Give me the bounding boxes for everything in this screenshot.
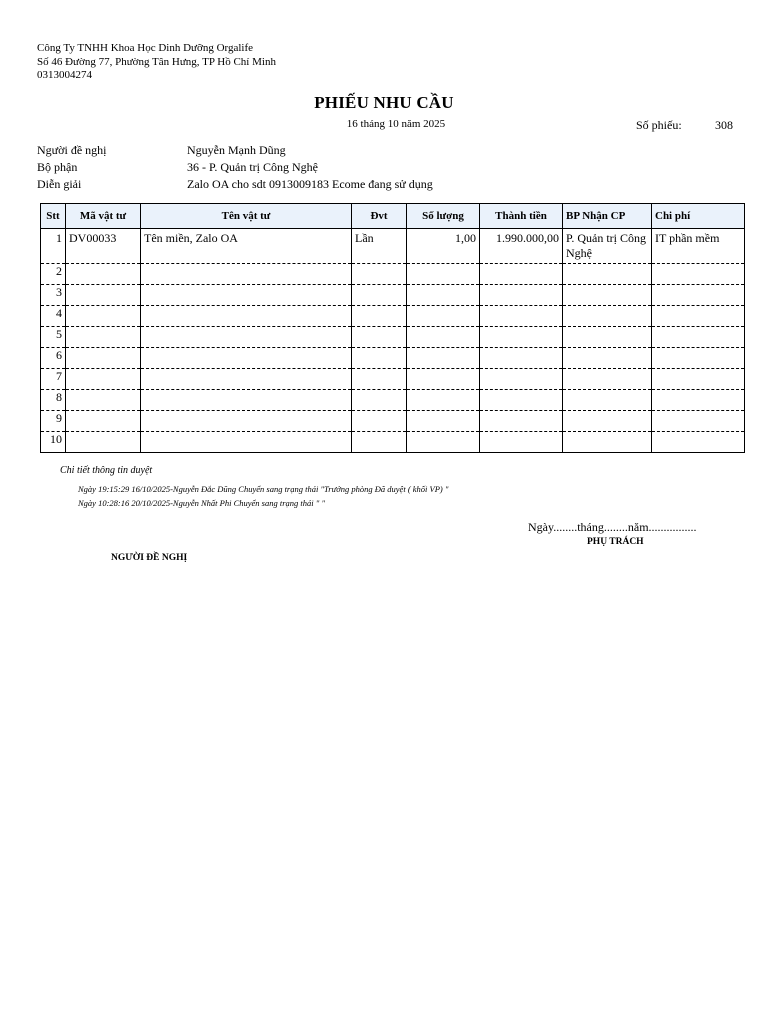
header-cost-department: BP Nhận CP: [563, 204, 652, 229]
company-name: Công Ty TNHH Khoa Học Dinh Dưỡng Orgalife: [37, 42, 254, 54]
row-stt: 6: [41, 348, 66, 369]
row-cost-type: [652, 369, 745, 390]
row-item-code: [66, 411, 141, 432]
requester-value: Nguyễn Mạnh Dũng: [187, 143, 286, 157]
row-cost-type: [652, 348, 745, 369]
description-label: Diễn giải: [37, 177, 82, 191]
row-item-code: [66, 264, 141, 285]
row-amount: [480, 285, 563, 306]
row-item-name: [141, 348, 352, 369]
row-item-name: [141, 432, 352, 453]
department-value: 36 - P. Quản trị Công Nghệ: [187, 160, 318, 174]
document-number-label: Số phiếu:: [636, 118, 682, 132]
row-amount: [480, 390, 563, 411]
row-unit: [352, 411, 407, 432]
header-cost-type: Chi phí: [652, 204, 745, 229]
row-stt: 7: [41, 369, 66, 390]
approval-line-1: Ngày 19:15:29 16/10/2025-Nguyễn Đắc Dũng Chuyển sang trạng thái "Trưởng phòng Đã duyệt ( khối VP) ": [78, 484, 449, 494]
row-item-name: [141, 390, 352, 411]
row-quantity: [407, 411, 480, 432]
table-row: [41, 411, 745, 432]
row-unit: [352, 432, 407, 453]
table-row: [41, 390, 745, 411]
row-cost-type: [652, 411, 745, 432]
row-amount: 1.990.000,00: [480, 229, 563, 264]
row-cost-department: [563, 390, 652, 411]
row-quantity: [407, 369, 480, 390]
row-cost-department: [563, 411, 652, 432]
row-amount: [480, 306, 563, 327]
row-cost-type: [652, 285, 745, 306]
approval-heading: Chi tiết thông tin duyệt: [60, 465, 153, 476]
row-item-code: [66, 348, 141, 369]
table-row: [41, 327, 745, 348]
header-quantity: Số lượng: [407, 204, 480, 229]
row-quantity: [407, 432, 480, 453]
row-stt: 5: [41, 327, 66, 348]
row-cost-department: [563, 348, 652, 369]
row-item-name: [141, 306, 352, 327]
row-item-code: [66, 327, 141, 348]
row-item-name: [141, 411, 352, 432]
row-cost-department: [563, 285, 652, 306]
row-item-name: [141, 327, 352, 348]
row-quantity: [407, 327, 480, 348]
row-quantity: [407, 306, 480, 327]
row-stt: 4: [41, 306, 66, 327]
row-cost-type: IT phần mềm: [652, 229, 745, 264]
signature-responsible: PHỤ TRÁCH: [587, 537, 644, 547]
row-unit: [352, 285, 407, 306]
row-amount: [480, 348, 563, 369]
row-item-name: [141, 369, 352, 390]
row-stt: 1: [41, 229, 66, 264]
row-unit: [352, 348, 407, 369]
row-cost-type: [652, 306, 745, 327]
header-unit: Đvt: [352, 204, 407, 229]
company-address: Số 46 Đường 77, Phường Tân Hưng, TP Hồ Chí Minh: [37, 56, 276, 68]
row-quantity: 1,00: [407, 229, 480, 264]
table-row: [41, 264, 745, 285]
department-label: Bộ phận: [37, 160, 78, 174]
row-item-name: [141, 264, 352, 285]
row-stt: 3: [41, 285, 66, 306]
row-item-code: [66, 432, 141, 453]
header-stt: Stt: [41, 204, 66, 229]
row-cost-type: [652, 264, 745, 285]
header-amount: Thành tiền: [480, 204, 563, 229]
row-cost-type: [652, 327, 745, 348]
row-amount: [480, 411, 563, 432]
row-cost-department: [563, 432, 652, 453]
row-amount: [480, 369, 563, 390]
row-unit: [352, 327, 407, 348]
row-unit: [352, 264, 407, 285]
table-row: [41, 306, 745, 327]
row-item-name: [141, 285, 352, 306]
row-stt: 9: [41, 411, 66, 432]
row-unit: [352, 390, 407, 411]
row-cost-type: [652, 390, 745, 411]
row-cost-department: P. Quản trị Công Nghệ: [563, 229, 652, 264]
table-header-row: [41, 204, 745, 229]
row-cost-department: [563, 327, 652, 348]
document-number: 308: [715, 118, 733, 132]
items-table: [40, 203, 745, 453]
approval-line-2: Ngày 10:28:16 20/10/2025-Nguyễn Nhất Phi Chuyển sang trạng thái " ": [78, 498, 326, 508]
row-item-code: DV00033: [66, 229, 141, 264]
row-stt: 8: [41, 390, 66, 411]
row-quantity: [407, 348, 480, 369]
row-stt: 2: [41, 264, 66, 285]
table-row: [41, 348, 745, 369]
row-item-code: [66, 369, 141, 390]
row-cost-department: [563, 369, 652, 390]
row-quantity: [407, 285, 480, 306]
row-amount: [480, 264, 563, 285]
row-item-name: Tên miền, Zalo OA: [141, 229, 352, 264]
row-unit: Lần: [352, 229, 407, 264]
row-quantity: [407, 264, 480, 285]
company-tax-code: 0313004274: [37, 69, 92, 81]
row-unit: [352, 369, 407, 390]
signature-date-line: Ngày........tháng........năm................: [528, 520, 697, 534]
row-cost-type: [652, 432, 745, 453]
document-date: 16 tháng 10 năm 2025: [346, 118, 446, 130]
row-item-code: [66, 390, 141, 411]
row-item-code: [66, 306, 141, 327]
table-row: [41, 432, 745, 453]
row-cost-department: [563, 264, 652, 285]
table-row: [41, 369, 745, 390]
row-unit: [352, 306, 407, 327]
requester-label: Người đề nghị: [37, 143, 107, 157]
header-item-name: Tên vật tư: [141, 204, 352, 229]
row-quantity: [407, 390, 480, 411]
document-title: PHIẾU NHU CẦU: [314, 93, 454, 112]
description-value: Zalo OA cho sdt 0913009183 Ecome đang sử dụng: [187, 177, 433, 191]
table-row: [41, 285, 745, 306]
row-cost-department: [563, 306, 652, 327]
row-amount: [480, 432, 563, 453]
header-item-code: Mã vật tư: [66, 204, 141, 229]
signature-requester: NGƯỜI ĐỀ NGHỊ: [111, 553, 188, 563]
table-row: [41, 229, 745, 264]
row-item-code: [66, 285, 141, 306]
row-stt: 10: [41, 432, 66, 453]
row-amount: [480, 327, 563, 348]
